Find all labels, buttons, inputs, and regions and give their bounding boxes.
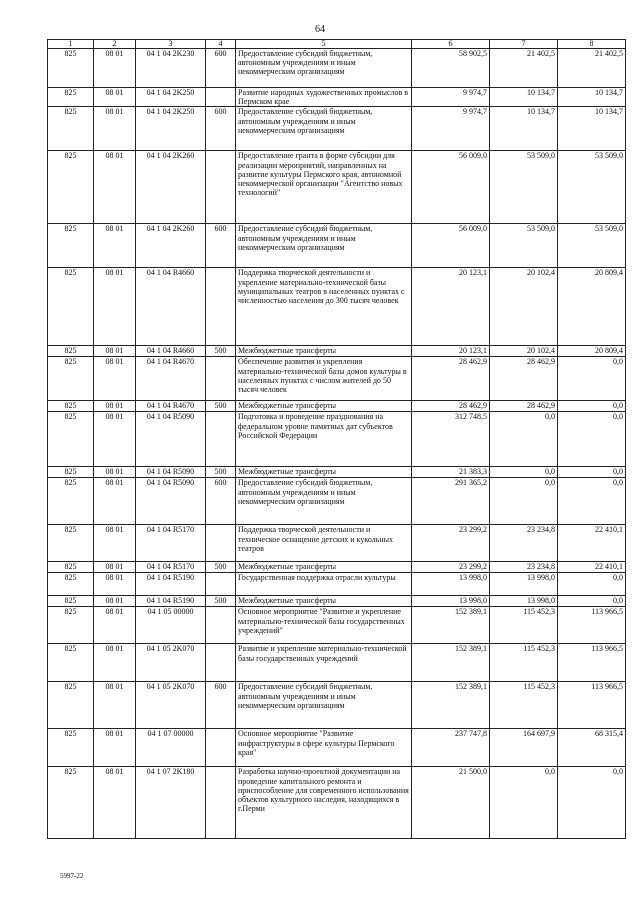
table-body: [48, 49, 626, 839]
table-row: [48, 88, 626, 107]
amount-year3-cell: 22 410,1: [558, 562, 626, 573]
amount-year2-cell: 10 134,7: [490, 88, 558, 107]
target-article-cell: 04 1 05 00000: [136, 607, 206, 644]
gl-admin-cell: 825: [48, 562, 94, 573]
amount-year2-cell: 20 102,4: [490, 268, 558, 346]
amount-year3-cell: 20 809,4: [558, 268, 626, 346]
amount-year2-cell: 13 998,0: [490, 573, 558, 596]
column-header: 8: [558, 40, 626, 49]
table-row: [48, 467, 626, 478]
target-article-cell: 04 1 04 R4670: [136, 357, 206, 401]
amount-year1-cell: 56 009,0: [412, 224, 490, 268]
amount-year1-cell: 23 299,2: [412, 562, 490, 573]
gl-admin-cell: 825: [48, 346, 94, 357]
description-cell: Предоставление субсидий бюджетным, автономным учреждениям и иным некоммерческим организациям: [236, 49, 412, 88]
column-header: 2: [94, 40, 136, 49]
section-cell: 08 01: [94, 767, 136, 839]
gl-admin-cell: 825: [48, 467, 94, 478]
expense-type-cell: 600: [206, 49, 236, 88]
target-article-cell: 04 1 07 00000: [136, 729, 206, 767]
target-article-cell: 04 1 04 R5190: [136, 596, 206, 607]
table-row: [48, 767, 626, 839]
expense-type-cell: [206, 357, 236, 401]
section-cell: 08 01: [94, 107, 136, 151]
table-row: [48, 401, 626, 412]
expense-type-cell: [206, 412, 236, 467]
expense-type-cell: 500: [206, 562, 236, 573]
amount-year2-cell: 13 998,0: [490, 596, 558, 607]
amount-year1-cell: 152 389,1: [412, 644, 490, 682]
amount-year1-cell: 21 383,3: [412, 467, 490, 478]
amount-year2-cell: 23 234,8: [490, 562, 558, 573]
description-cell: Поддержка творческой деятельности и укрепление материально-технической базы муниципальных театров в населенных пунктах с численностью населения до 300 тысяч человек: [236, 268, 412, 346]
target-article-cell: 04 1 04 2K260: [136, 151, 206, 224]
amount-year2-cell: 20 102,4: [490, 346, 558, 357]
section-cell: 08 01: [94, 357, 136, 401]
table-row: [48, 412, 626, 467]
description-cell: Предоставление гранта в форме субсидии для реализации мероприятий, направленных на развитие культуры Пермского края, автономной некоммерческой организации "Агентство новых технологий": [236, 151, 412, 224]
amount-year3-cell: 0,0: [558, 467, 626, 478]
description-cell: Поддержка творческой деятельности и техническое оснащение детских и кукольных театров: [236, 525, 412, 562]
amount-year1-cell: 28 462,9: [412, 401, 490, 412]
expense-type-cell: [206, 88, 236, 107]
table-row: [48, 644, 626, 682]
amount-year2-cell: 21 402,5: [490, 49, 558, 88]
expense-type-cell: [206, 767, 236, 839]
expense-type-cell: [206, 573, 236, 596]
description-cell: Межбюджетные трансферты: [236, 596, 412, 607]
expense-type-cell: [206, 644, 236, 682]
amount-year1-cell: 312 748,5: [412, 412, 490, 467]
amount-year3-cell: 0,0: [558, 357, 626, 401]
description-cell: Межбюджетные трансферты: [236, 562, 412, 573]
amount-year1-cell: 9 974,7: [412, 107, 490, 151]
expense-type-cell: [206, 607, 236, 644]
expense-type-cell: 500: [206, 401, 236, 412]
amount-year1-cell: 13 998,0: [412, 573, 490, 596]
page-number: 64: [315, 24, 325, 35]
description-cell: Развитие и укрепление материально-технической базы государственных учреждений: [236, 644, 412, 682]
section-cell: 08 01: [94, 607, 136, 644]
description-cell: Межбюджетные трансферты: [236, 401, 412, 412]
expense-type-cell: [206, 268, 236, 346]
amount-year2-cell: 115 452,3: [490, 607, 558, 644]
gl-admin-cell: 825: [48, 682, 94, 729]
expense-type-cell: [206, 729, 236, 767]
amount-year1-cell: 23 299,2: [412, 525, 490, 562]
column-header: 5: [236, 40, 412, 49]
section-cell: 08 01: [94, 682, 136, 729]
amount-year3-cell: 10 134,7: [558, 107, 626, 151]
amount-year2-cell: 115 452,3: [490, 682, 558, 729]
description-cell: Межбюджетные трансферты: [236, 346, 412, 357]
table-row: [48, 346, 626, 357]
section-cell: 08 01: [94, 478, 136, 525]
target-article-cell: 04 1 04 R5170: [136, 562, 206, 573]
amount-year3-cell: 0,0: [558, 573, 626, 596]
amount-year2-cell: 28 462,9: [490, 401, 558, 412]
amount-year2-cell: 53 509,0: [490, 224, 558, 268]
amount-year2-cell: 115 452,3: [490, 644, 558, 682]
gl-admin-cell: 825: [48, 357, 94, 401]
amount-year1-cell: 13 998,0: [412, 596, 490, 607]
gl-admin-cell: 825: [48, 88, 94, 107]
gl-admin-cell: 825: [48, 224, 94, 268]
expense-type-cell: 600: [206, 478, 236, 525]
description-cell: Разработка научно-проектной документации на проведение капитального ремонта и приспособление для современного использования объектов культурного наследия, находящихся в г.Перми: [236, 767, 412, 839]
description-cell: Основное мероприятие "Развитие инфраструктуры в сфере культуры Пермского края": [236, 729, 412, 767]
target-article-cell: 04 1 04 2K230: [136, 49, 206, 88]
table-row: [48, 682, 626, 729]
amount-year1-cell: 20 123,1: [412, 268, 490, 346]
target-article-cell: 04 1 07 2K180: [136, 767, 206, 839]
table-row: [48, 729, 626, 767]
section-cell: 08 01: [94, 268, 136, 346]
expense-type-cell: 500: [206, 467, 236, 478]
amount-year3-cell: 113 966,5: [558, 644, 626, 682]
section-cell: 08 01: [94, 729, 136, 767]
expense-type-cell: [206, 525, 236, 562]
section-cell: 08 01: [94, 467, 136, 478]
description-cell: Предоставление субсидий бюджетным, автономным учреждениям и иным некоммерческим организациям: [236, 107, 412, 151]
section-cell: 08 01: [94, 412, 136, 467]
section-cell: 08 01: [94, 562, 136, 573]
target-article-cell: 04 1 05 2K070: [136, 682, 206, 729]
amount-year3-cell: 0,0: [558, 596, 626, 607]
table-row: [48, 268, 626, 346]
description-cell: Предоставление субсидий бюджетным, автономным учреждениям и иным некоммерческим организациям: [236, 682, 412, 729]
column-header: 6: [412, 40, 490, 49]
amount-year2-cell: 28 462,9: [490, 357, 558, 401]
section-cell: 08 01: [94, 346, 136, 357]
amount-year3-cell: 22 410,1: [558, 525, 626, 562]
amount-year1-cell: 237 747,8: [412, 729, 490, 767]
description-cell: Обеспечение развития и укрепления материально-технической базы домов культуры в населенных пунктах с числом жителей до 50 тысяч человек: [236, 357, 412, 401]
gl-admin-cell: 825: [48, 412, 94, 467]
expense-type-cell: 500: [206, 346, 236, 357]
table-row: [48, 357, 626, 401]
table-row: [48, 49, 626, 88]
amount-year2-cell: 23 234,8: [490, 525, 558, 562]
gl-admin-cell: 825: [48, 107, 94, 151]
gl-admin-cell: 825: [48, 573, 94, 596]
target-article-cell: 04 1 04 2K260: [136, 224, 206, 268]
gl-admin-cell: 825: [48, 729, 94, 767]
amount-year3-cell: 0,0: [558, 767, 626, 839]
target-article-cell: 04 1 04 R5190: [136, 573, 206, 596]
column-header: 4: [206, 40, 236, 49]
amount-year1-cell: 21 500,0: [412, 767, 490, 839]
section-cell: 08 01: [94, 596, 136, 607]
target-article-cell: 04 1 04 R4660: [136, 346, 206, 357]
table-row: [48, 107, 626, 151]
table-row: [48, 607, 626, 644]
amount-year1-cell: 56 009,0: [412, 151, 490, 224]
description-cell: Межбюджетные трансферты: [236, 467, 412, 478]
expense-type-cell: 600: [206, 107, 236, 151]
expense-type-cell: 600: [206, 682, 236, 729]
target-article-cell: 04 1 04 R4670: [136, 401, 206, 412]
amount-year3-cell: 113 966,5: [558, 607, 626, 644]
column-header: 1: [48, 40, 94, 49]
amount-year3-cell: 53 509,0: [558, 224, 626, 268]
description-cell: Подготовка и проведение празднования на федеральном уровне памятных дат субъектов Российской Федерации: [236, 412, 412, 467]
amount-year3-cell: 20 809,4: [558, 346, 626, 357]
description-cell: Основное мероприятие "Развитие и укрепление материально-технической базы государственных учреждений": [236, 607, 412, 644]
amount-year3-cell: 68 315,4: [558, 729, 626, 767]
table-row: [48, 573, 626, 596]
amount-year3-cell: 113 966,5: [558, 682, 626, 729]
table-row: [48, 478, 626, 525]
document-code: 5997-22: [60, 872, 84, 880]
amount-year1-cell: 152 389,1: [412, 682, 490, 729]
amount-year3-cell: 21 402,5: [558, 49, 626, 88]
amount-year1-cell: 291 365,2: [412, 478, 490, 525]
amount-year2-cell: 0,0: [490, 467, 558, 478]
description-cell: Государственная поддержка отрасли культуры: [236, 573, 412, 596]
gl-admin-cell: 825: [48, 49, 94, 88]
gl-admin-cell: 825: [48, 596, 94, 607]
target-article-cell: 04 1 05 2K070: [136, 644, 206, 682]
amount-year2-cell: 10 134,7: [490, 107, 558, 151]
amount-year2-cell: 53 509,0: [490, 151, 558, 224]
amount-year1-cell: 152 389,1: [412, 607, 490, 644]
description-cell: Предоставление субсидий бюджетным, автономным учреждениям и иным некоммерческим организациям: [236, 224, 412, 268]
amount-year1-cell: 9 974,7: [412, 88, 490, 107]
amount-year3-cell: 0,0: [558, 412, 626, 467]
description-cell: Предоставление субсидий бюджетным, автономным учреждениям и иным некоммерческим организациям: [236, 478, 412, 525]
gl-admin-cell: 825: [48, 151, 94, 224]
gl-admin-cell: 825: [48, 607, 94, 644]
table-row: [48, 596, 626, 607]
amount-year3-cell: 0,0: [558, 478, 626, 525]
expense-type-cell: [206, 151, 236, 224]
table-row: [48, 562, 626, 573]
gl-admin-cell: 825: [48, 401, 94, 412]
target-article-cell: 04 1 04 2K250: [136, 88, 206, 107]
table-row: [48, 151, 626, 224]
section-cell: 08 01: [94, 151, 136, 224]
section-cell: 08 01: [94, 49, 136, 88]
amount-year2-cell: 0,0: [490, 412, 558, 467]
target-article-cell: 04 1 04 R5170: [136, 525, 206, 562]
table-row: [48, 525, 626, 562]
section-cell: 08 01: [94, 573, 136, 596]
section-cell: 08 01: [94, 525, 136, 562]
section-cell: 08 01: [94, 224, 136, 268]
table-row: [48, 224, 626, 268]
gl-admin-cell: 825: [48, 767, 94, 839]
section-cell: 08 01: [94, 401, 136, 412]
amount-year1-cell: 20 123,1: [412, 346, 490, 357]
amount-year2-cell: 0,0: [490, 767, 558, 839]
budget-table: [47, 39, 626, 839]
column-header: 3: [136, 40, 206, 49]
expense-type-cell: 600: [206, 224, 236, 268]
amount-year1-cell: 28 462,9: [412, 357, 490, 401]
column-header-row: [48, 40, 626, 49]
target-article-cell: 04 1 04 R5090: [136, 412, 206, 467]
amount-year3-cell: 0,0: [558, 401, 626, 412]
amount-year3-cell: 10 134,7: [558, 88, 626, 107]
section-cell: 08 01: [94, 644, 136, 682]
gl-admin-cell: 825: [48, 478, 94, 525]
target-article-cell: 04 1 04 R5090: [136, 467, 206, 478]
column-header: 7: [490, 40, 558, 49]
gl-admin-cell: 825: [48, 525, 94, 562]
target-article-cell: 04 1 04 R5090: [136, 478, 206, 525]
gl-admin-cell: 825: [48, 644, 94, 682]
target-article-cell: 04 1 04 R4660: [136, 268, 206, 346]
target-article-cell: 04 1 04 2K250: [136, 107, 206, 151]
section-cell: 08 01: [94, 88, 136, 107]
amount-year2-cell: 164 697,9: [490, 729, 558, 767]
gl-admin-cell: 825: [48, 268, 94, 346]
amount-year2-cell: 0,0: [490, 478, 558, 525]
amount-year1-cell: 58 902,5: [412, 49, 490, 88]
amount-year3-cell: 53 509,0: [558, 151, 626, 224]
expense-type-cell: 500: [206, 596, 236, 607]
description-cell: Развитие народных художественных промыслов в Пермском крае: [236, 88, 412, 107]
